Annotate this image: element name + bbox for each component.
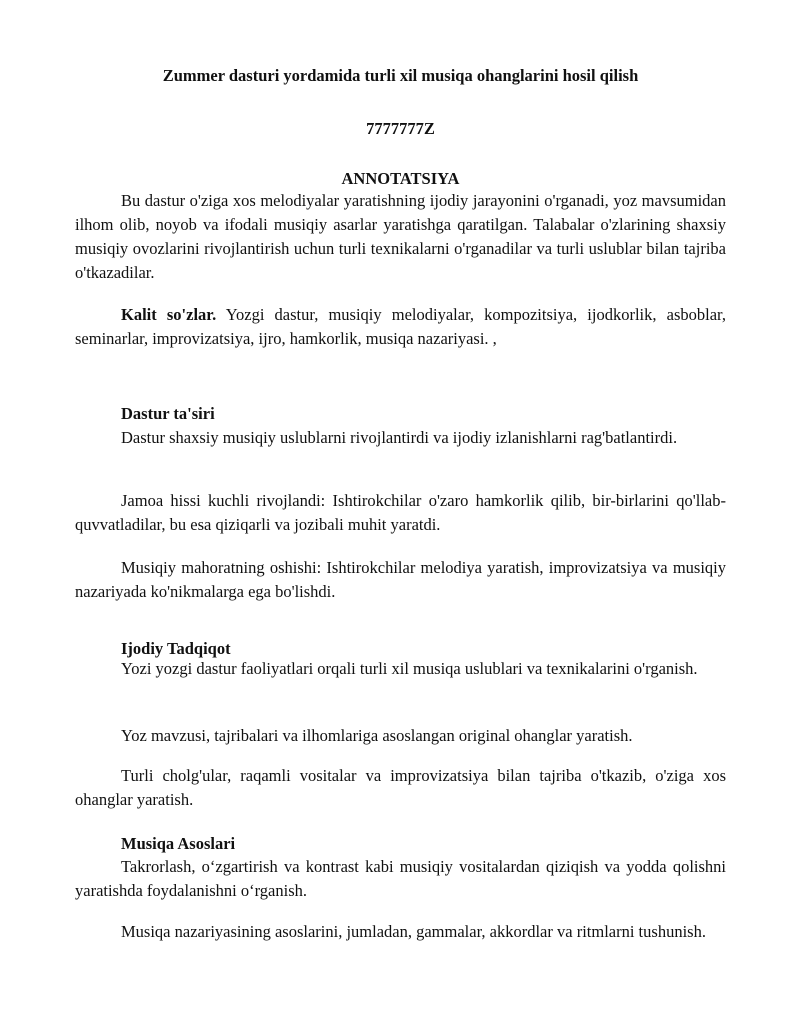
keywords-text: Yozgi dastur, musiqiy melodiyalar, kompozitsiya, ijodkorlik, asboblar, seminarlar, improvizatsiya, ijro, hamkorlik, musiqa nazariyasi. ,: [75, 305, 726, 348]
section-heading-dastur-tasiri: Dastur ta'siri: [121, 404, 215, 423]
keywords-label: Kalit so'zlar.: [121, 305, 217, 324]
section-paragraph: Dastur shaxsiy musiqiy uslublarni rivojlantirdi va ijodiy izlanishlarni rag'batlantirdi.: [121, 428, 678, 447]
annotation-paragraph: Bu dastur o'ziga xos melodiyalar yaratishning ijodiy jarayonini o'rganadi, yoz mavsumidan ilhom olib, noyob va ifodali musiqiy asarlar yaratishga qaratilgan. Talabalar o'zlarining shaxsiy musiqiy ovozlarini rivojlantirish uchun turli texnikalarni o'rganadilar va turli uslublar bilan tajriba o'tkazadilar.: [75, 191, 726, 282]
annotation-heading: ANNOTATSIYA: [341, 169, 460, 188]
section-paragraph: Yoz mavzusi, tajribalari va ilhomlariga asoslangan original ohanglar yaratish.: [121, 726, 633, 745]
section-paragraph: Turli cholg'ular, raqamli vositalar va improvizatsiya bilan tajriba o'tkazib, o'ziga xos ohanglar yaratish.: [75, 766, 726, 809]
document-title: Zummer dasturi yordamida turli xil musiqa ohanglarini hosil qilish: [162, 66, 639, 85]
section-heading-musiqa-asoslari: Musiqa Asoslari: [121, 834, 236, 853]
section-paragraph: Musiqa nazariyasining asoslarini, jumladan, gammalar, akkordlar va ritmlarni tushunish.: [121, 922, 706, 941]
document-code: 7777777Z: [366, 119, 435, 138]
section-paragraph: Takrorlash, o‘zgartirish va kontrast kabi musiqiy vositalardan qiziqish va yodda qolishni yaratishda foydalanishni o‘rganish.: [75, 857, 726, 900]
section-paragraph: Musiqiy mahoratning oshishi: Ishtirokchilar melodiya yaratish, improvizatsiya va musiqiy nazariyada ko'nikmalarga ega bo'lishdi.: [75, 558, 726, 601]
section-heading-ijodiy-tadqiqot: Ijodiy Tadqiqot: [121, 639, 231, 658]
keywords-paragraph: [75, 303, 726, 351]
section-paragraph: Jamoa hissi kuchli rivojlandi: Ishtirokchilar o'zaro hamkorlik qilib, bir-birlarini qo'llab-quvvatladilar, bu esa qiziqarli va jozibali muhit yaratdi.: [75, 491, 726, 534]
section-paragraph: Yozi yozgi dastur faoliyatlari orqali turli xil musiqa uslublari va texnikalarini o'rganish.: [121, 659, 698, 678]
